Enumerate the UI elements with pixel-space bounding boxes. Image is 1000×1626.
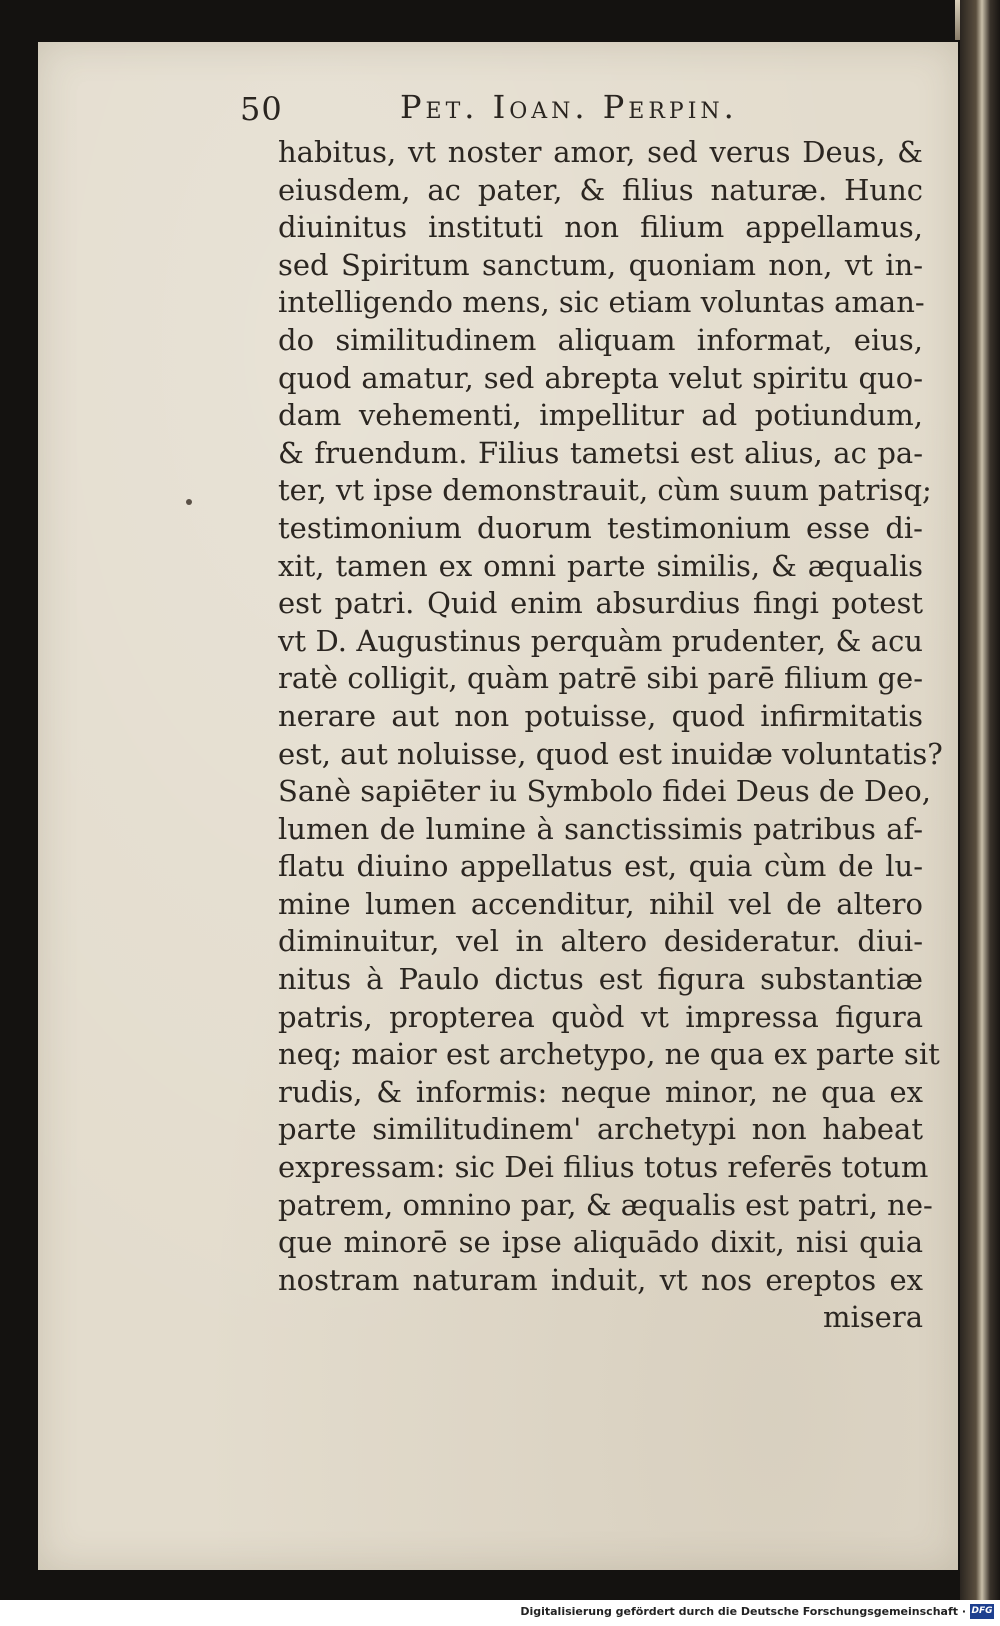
book-spine-edge bbox=[960, 0, 1000, 1600]
text-line: ter, vt ipse demonstrauit, cùm suum patrisq; bbox=[278, 473, 932, 508]
text-line: est patri. Quid enim absurdius fingi potest bbox=[278, 586, 923, 621]
text-line: est, aut noluisse, quod est inuidæ voluntatis? bbox=[278, 736, 943, 771]
text-line: habitus, vt noster amor, sed verus Deus, & bbox=[278, 135, 923, 169]
text-line: diuinitus instituti non filium appellamus, bbox=[278, 210, 923, 245]
text-line: ratè colligit, quàm patrē sibi parē filium ge- bbox=[278, 661, 923, 696]
text-line: vt D. Augustinus perquàm prudenter, & acu bbox=[278, 623, 923, 658]
text-line: testimonium duorum testimonium esse di- bbox=[278, 510, 923, 545]
running-head: Pet. Ioan. Perpin. bbox=[400, 88, 738, 126]
text-line: lumen de lumine à sanctissimis patribus af- bbox=[278, 811, 923, 846]
text-line: flatu diuino appellatus est, quia cùm de lu- bbox=[278, 849, 923, 884]
text-line: patris, propterea quòd vt impressa figura bbox=[278, 999, 923, 1034]
text-line: patrem, omnino par, & æqualis est patri, ne- bbox=[278, 1187, 933, 1222]
footer-bar bbox=[0, 1600, 1000, 1626]
text-line: intelligendo mens, sic etiam voluntas aman- bbox=[278, 285, 925, 320]
text-line: expressam: sic Dei filius totus referēs totum bbox=[278, 1150, 929, 1185]
ink-spot bbox=[186, 499, 192, 505]
text-line: nostram naturam induit, vt nos ereptos ex bbox=[278, 1262, 923, 1297]
text-line: eiusdem, ac pater, & filius naturæ. Hunc bbox=[278, 172, 923, 207]
text-line: misera bbox=[823, 1300, 923, 1335]
digitization-credit: Digitalisierung gefördert durch die Deutsche Forschungsgemeinschaft · bbox=[520, 1605, 966, 1618]
text-line: nerare aut non potuisse, quod infirmitatis bbox=[278, 698, 923, 733]
dfg-logo: DFG bbox=[970, 1604, 994, 1619]
text-line: nitus à Paulo dictus est figura substantiæ bbox=[278, 962, 923, 997]
text-line: xit, tamen ex omni parte similis, & æqualis bbox=[278, 548, 923, 583]
text-line: que minorē se ipse aliquādo dixit, nisi quia bbox=[278, 1225, 923, 1260]
text-line: neq; maior est archetypo, ne qua ex parte sit bbox=[278, 1037, 940, 1072]
text-line: do similitudinem aliquam informat, eius, bbox=[278, 322, 923, 357]
text-line: & fruendum. Filius tametsi est alius, ac pa- bbox=[278, 435, 923, 470]
text-line: parte similitudinem' archetypi non habeat bbox=[278, 1112, 923, 1147]
text-line: Sanè sapiēter iu Symbolo fidei Deus de Deo, bbox=[278, 774, 931, 809]
body-text bbox=[278, 134, 943, 1337]
page-header bbox=[240, 88, 940, 134]
text-line: quod amatur, sed abrepta velut spiritu quo- bbox=[278, 360, 923, 395]
text-line: rudis, & informis: neque minor, ne qua ex bbox=[278, 1074, 923, 1109]
text-line: diminuitur, vel in altero desideratur. diui- bbox=[278, 924, 923, 959]
text-line: dam vehementi, impellitur ad potiundum, bbox=[278, 398, 923, 433]
text-line: mine lumen accenditur, nihil vel de altero bbox=[278, 886, 923, 921]
text-line: sed Spiritum sanctum, quoniam non, vt in- bbox=[278, 247, 923, 282]
page-number: 50 bbox=[240, 90, 283, 128]
